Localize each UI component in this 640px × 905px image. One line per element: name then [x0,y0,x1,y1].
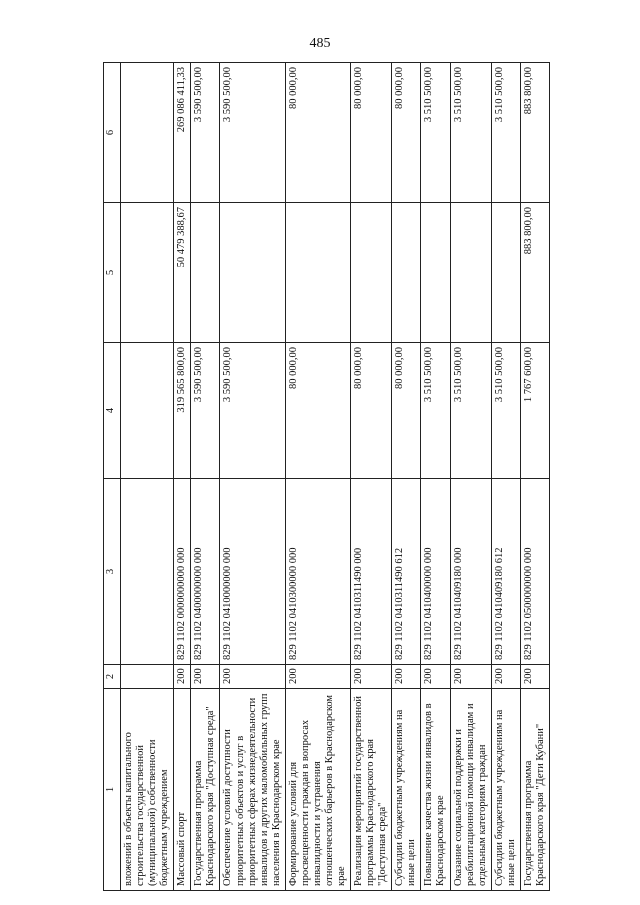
row-value-6: 883 800,00 [520,63,549,203]
row-value-5 [285,203,350,343]
row-code: 829 1102 0410409180 000 [450,479,491,665]
column-header-6: 6 [104,63,121,203]
table-row [491,63,520,891]
row-value-5: 50 479 388,67 [174,203,191,343]
budget-table [103,62,550,891]
row-value-6: 3 590 500,00 [220,63,285,203]
row-column-2: 200 [520,665,549,689]
row-value-6: 3 510 500,00 [491,63,520,203]
table-body [121,63,550,891]
row-value-4: 3 510 500,00 [491,343,520,479]
row-value-4: 80 000,00 [285,343,350,479]
row-name: Массовый спорт [174,689,191,891]
table-row [520,63,549,891]
row-code: 829 1102 0500000000 000 [520,479,549,665]
table-row [191,63,220,891]
row-column-2: 200 [285,665,350,689]
row-code: 829 1102 0410409180 612 [491,479,520,665]
row-code [121,479,174,665]
row-value-6: 3 510 500,00 [421,63,450,203]
row-value-4: 1 767 600,00 [520,343,549,479]
row-code: 829 1102 0410311490 612 [392,479,421,665]
row-value-5 [450,203,491,343]
table-row [450,63,491,891]
row-value-5 [121,203,174,343]
row-name: Обеспечение условий доступности приоритетных объектов и услуг в приоритетных сферах жизнедеятельности инвалидов и других маломобильных групп населения в Краснодарском крае [220,689,285,891]
row-value-5 [392,203,421,343]
row-value-4: 80 000,00 [392,343,421,479]
row-value-5 [421,203,450,343]
row-value-4: 3 590 500,00 [220,343,285,479]
row-value-6: 269 086 411,33 [174,63,191,203]
row-value-6: 3 510 500,00 [450,63,491,203]
row-value-5 [491,203,520,343]
table-row [392,63,421,891]
row-value-6 [121,63,174,203]
rotated-table-area [103,63,611,891]
row-value-6: 80 000,00 [351,63,392,203]
row-name: Государственная программа Краснодарского края "Доступная среда" [191,689,220,891]
row-name: Реализация мероприятий государственной программы Краснодарского края "Доступная среда" [351,689,392,891]
row-value-4: 319 565 800,00 [174,343,191,479]
row-column-2: 200 [491,665,520,689]
column-header-5: 5 [104,203,121,343]
row-code: 829 1102 0410311490 000 [351,479,392,665]
row-value-5 [191,203,220,343]
row-code: 829 1102 0000000000 000 [174,479,191,665]
row-column-2: 200 [421,665,450,689]
column-header-2: 2 [104,665,121,689]
page-number: 485 [309,36,331,51]
row-column-2: 200 [351,665,392,689]
row-name: вложений в объекты капитального строительства государственной (муниципальной) собственности бюджетным учреждением [121,689,174,891]
row-name: Формирование условий для просвещенности граждан в вопросах инвалидности и устранения отношенческих барьеров в Краснодарском крае [285,689,350,891]
row-code: 829 1102 0410300000 000 [285,479,350,665]
row-value-6: 80 000,00 [285,63,350,203]
row-name: Субсидии бюджетным учреждениям на иные цели [491,689,520,891]
table-header [104,63,121,891]
row-name: Оказание социальной поддержки и реабилитационной помощи инвалидам и отдельным категориям граждан [450,689,491,891]
column-header-3: 3 [104,479,121,665]
row-value-6: 3 590 500,00 [191,63,220,203]
row-column-2: 200 [450,665,491,689]
row-value-4: 3 510 500,00 [450,343,491,479]
rotated-table-container [103,63,611,891]
row-column-2: 200 [174,665,191,689]
table-row [285,63,350,891]
row-value-6: 80 000,00 [392,63,421,203]
row-code: 829 1102 0410400000 000 [421,479,450,665]
column-header-4: 4 [104,343,121,479]
row-value-4: 3 510 500,00 [421,343,450,479]
column-header-1: 1 [104,689,121,891]
table-row [421,63,450,891]
row-column-2: 200 [392,665,421,689]
row-code: 829 1102 0410000000 000 [220,479,285,665]
row-column-2: 200 [191,665,220,689]
row-value-4: 3 590 500,00 [191,343,220,479]
row-value-4: 80 000,00 [351,343,392,479]
row-value-5 [220,203,285,343]
row-code: 829 1102 0400000000 000 [191,479,220,665]
row-column-2: 200 [220,665,285,689]
row-name: Государственная программа Краснодарского края "Дети Кубани" [520,689,549,891]
table-row [220,63,285,891]
table-row [121,63,174,891]
row-value-4 [121,343,174,479]
row-name: Субсидии бюджетным учреждениям на иные цели [392,689,421,891]
row-column-2 [121,665,174,689]
row-value-5: 883 800,00 [520,203,549,343]
header-row [104,63,121,891]
table-row [351,63,392,891]
row-value-5 [351,203,392,343]
row-name: Повышение качества жизни инвалидов в Краснодарском крае [421,689,450,891]
table-row [174,63,191,891]
